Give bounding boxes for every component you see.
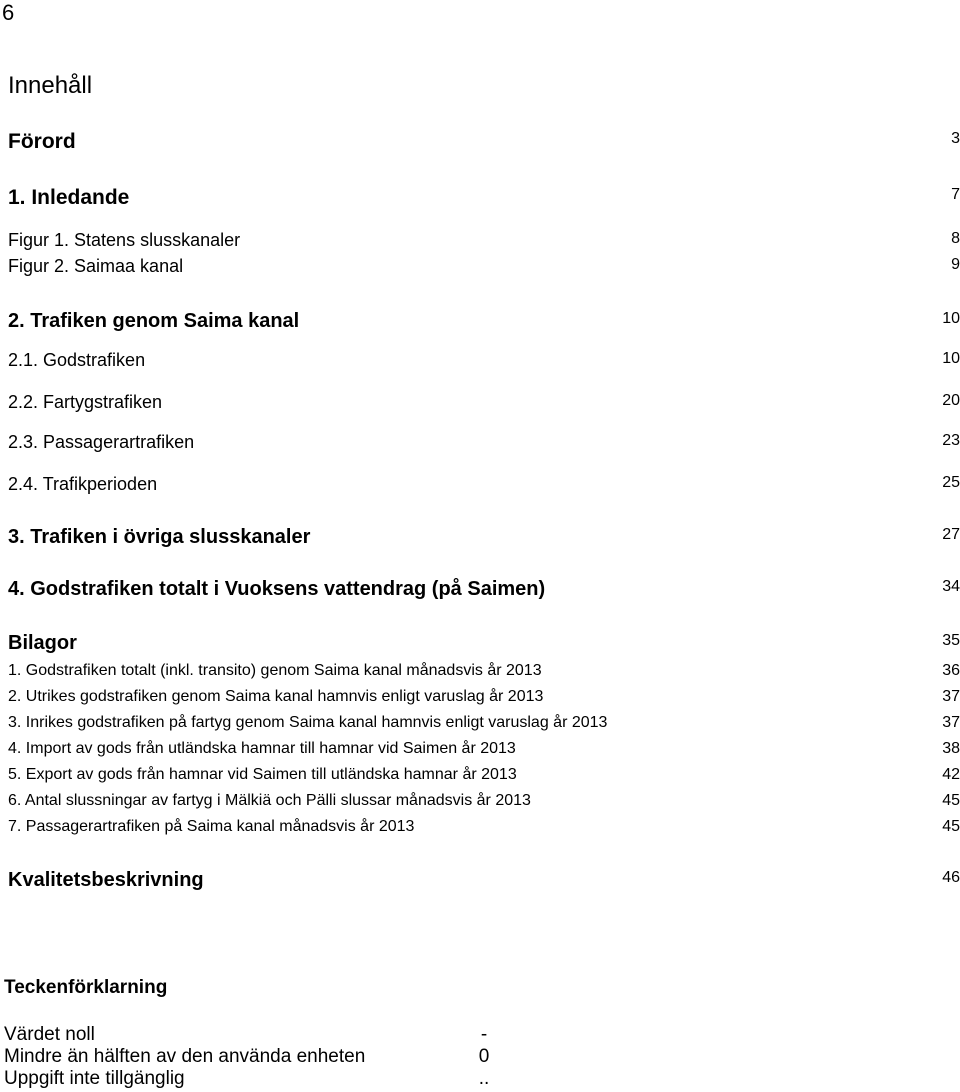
legend-item-symbol: 0	[478, 1046, 490, 1067]
toc-entry-page: 25	[942, 474, 960, 491]
toc-entry-section-2-3	[0, 432, 960, 456]
legend-item	[4, 1068, 524, 1092]
toc-entry-figure-1	[0, 230, 960, 254]
toc-entry-label: 3. Inrikes godstrafiken på fartyg genom Saima kanal hamnvis enligt varuslag år 2013	[8, 714, 608, 731]
toc-entry-page: 36	[942, 662, 960, 679]
legend-item	[4, 1024, 524, 1048]
legend-item-symbol: -	[480, 1024, 488, 1045]
toc-entry-page: 37	[942, 688, 960, 705]
toc-entry-appendices	[0, 632, 960, 656]
toc-entry-page: 8	[951, 230, 960, 247]
legend-item-label: Värdet noll	[4, 1024, 95, 1045]
toc-entry-label: 3. Trafiken i övriga slusskanaler	[8, 526, 311, 548]
toc-entry-label: 2.1. Godstrafiken	[8, 350, 146, 370]
toc-entry-label: Figur 1. Statens slusskanaler	[8, 230, 241, 250]
toc-entry-label: Kvalitetsbeskrivning	[8, 869, 204, 891]
toc-entry-page: 20	[942, 392, 960, 409]
toc-entry-appendix-4	[0, 740, 960, 764]
legend-item-label: Uppgift inte tillgänglig	[4, 1068, 185, 1089]
legend-item-symbol: ..	[478, 1068, 490, 1089]
toc-entry-page: 7	[951, 186, 960, 203]
toc-entry-label: 4. Import av gods från utländska hamnar till hamnar vid Saimen år 2013	[8, 740, 516, 757]
toc-entry-page: 10	[942, 350, 960, 367]
toc-entry-label: 5. Export av gods från hamnar vid Saimen till utländska hamnar år 2013	[8, 766, 517, 783]
toc-entry-page: 34	[942, 578, 960, 595]
toc-entry-label: 2.2. Fartygstrafiken	[8, 392, 163, 412]
toc-entry-section-1	[0, 186, 960, 210]
toc-entry-label: Bilagor	[8, 632, 77, 654]
toc-entry-page: 45	[942, 818, 960, 835]
toc-entry-label: 6. Antal slussningar av fartyg i Mälkiä och Pälli slussar månadsvis år 2013	[8, 792, 531, 809]
toc-entry-page: 27	[942, 526, 960, 543]
toc-entry-page: 23	[942, 432, 960, 449]
legend-item	[4, 1046, 524, 1070]
toc-entry-appendix-7	[0, 818, 960, 842]
toc-title: Innehåll	[8, 72, 93, 99]
toc-entry-label: 4. Godstrafiken totalt i Vuoksens vattendrag (på Saimen)	[8, 578, 546, 600]
toc-entry-appendix-2	[0, 688, 960, 712]
toc-entry-page: 46	[942, 869, 960, 886]
toc-entry-page: 35	[942, 632, 960, 649]
toc-entry-label: 1. Godstrafiken totalt (inkl. transito) genom Saima kanal månadsvis år 2013	[8, 662, 542, 679]
toc-entry-figure-2	[0, 256, 960, 280]
toc-entry-page: 42	[942, 766, 960, 783]
toc-entry-label: Förord	[8, 130, 76, 153]
toc-entry-label: 2.4. Trafikperioden	[8, 474, 158, 494]
toc-entry-label: 2. Trafiken genom Saima kanal	[8, 310, 300, 332]
toc-entry-appendix-1	[0, 662, 960, 686]
page-number: 6	[2, 0, 15, 25]
toc-entry-label: 2.3. Passagerartrafiken	[8, 432, 195, 452]
toc-entry-page: 45	[942, 792, 960, 809]
toc-entry-quality-description	[0, 869, 960, 893]
toc-entry-page: 10	[942, 310, 960, 327]
toc-entry-appendix-5	[0, 766, 960, 790]
legend-title: Teckenförklarning	[4, 977, 168, 998]
toc-entry-page: 38	[942, 740, 960, 757]
toc-entry-section-2	[0, 310, 960, 334]
toc-entry-label: 1. Inledande	[8, 186, 130, 209]
toc-entry-section-3	[0, 526, 960, 550]
toc-entry-page: 3	[951, 130, 960, 147]
toc-entry-section-2-2	[0, 392, 960, 416]
toc-entry-foreword	[0, 130, 960, 154]
toc-entry-label: 7. Passagerartrafiken på Saima kanal månadsvis år 2013	[8, 818, 415, 835]
toc-entry-label: Figur 2. Saimaa kanal	[8, 256, 184, 276]
toc-entry-page: 37	[942, 714, 960, 731]
toc-entry-section-2-1	[0, 350, 960, 374]
toc-entry-appendix-6	[0, 792, 960, 816]
legend-item-label: Mindre än hälften av den använda enheten	[4, 1046, 366, 1067]
toc-entry-label: 2. Utrikes godstrafiken genom Saima kanal hamnvis enligt varuslag år 2013	[8, 688, 544, 705]
toc-entry-section-4	[0, 578, 960, 602]
toc-entry-page: 9	[951, 256, 960, 273]
toc-entry-section-2-4	[0, 474, 960, 498]
toc-entry-appendix-3	[0, 714, 960, 738]
